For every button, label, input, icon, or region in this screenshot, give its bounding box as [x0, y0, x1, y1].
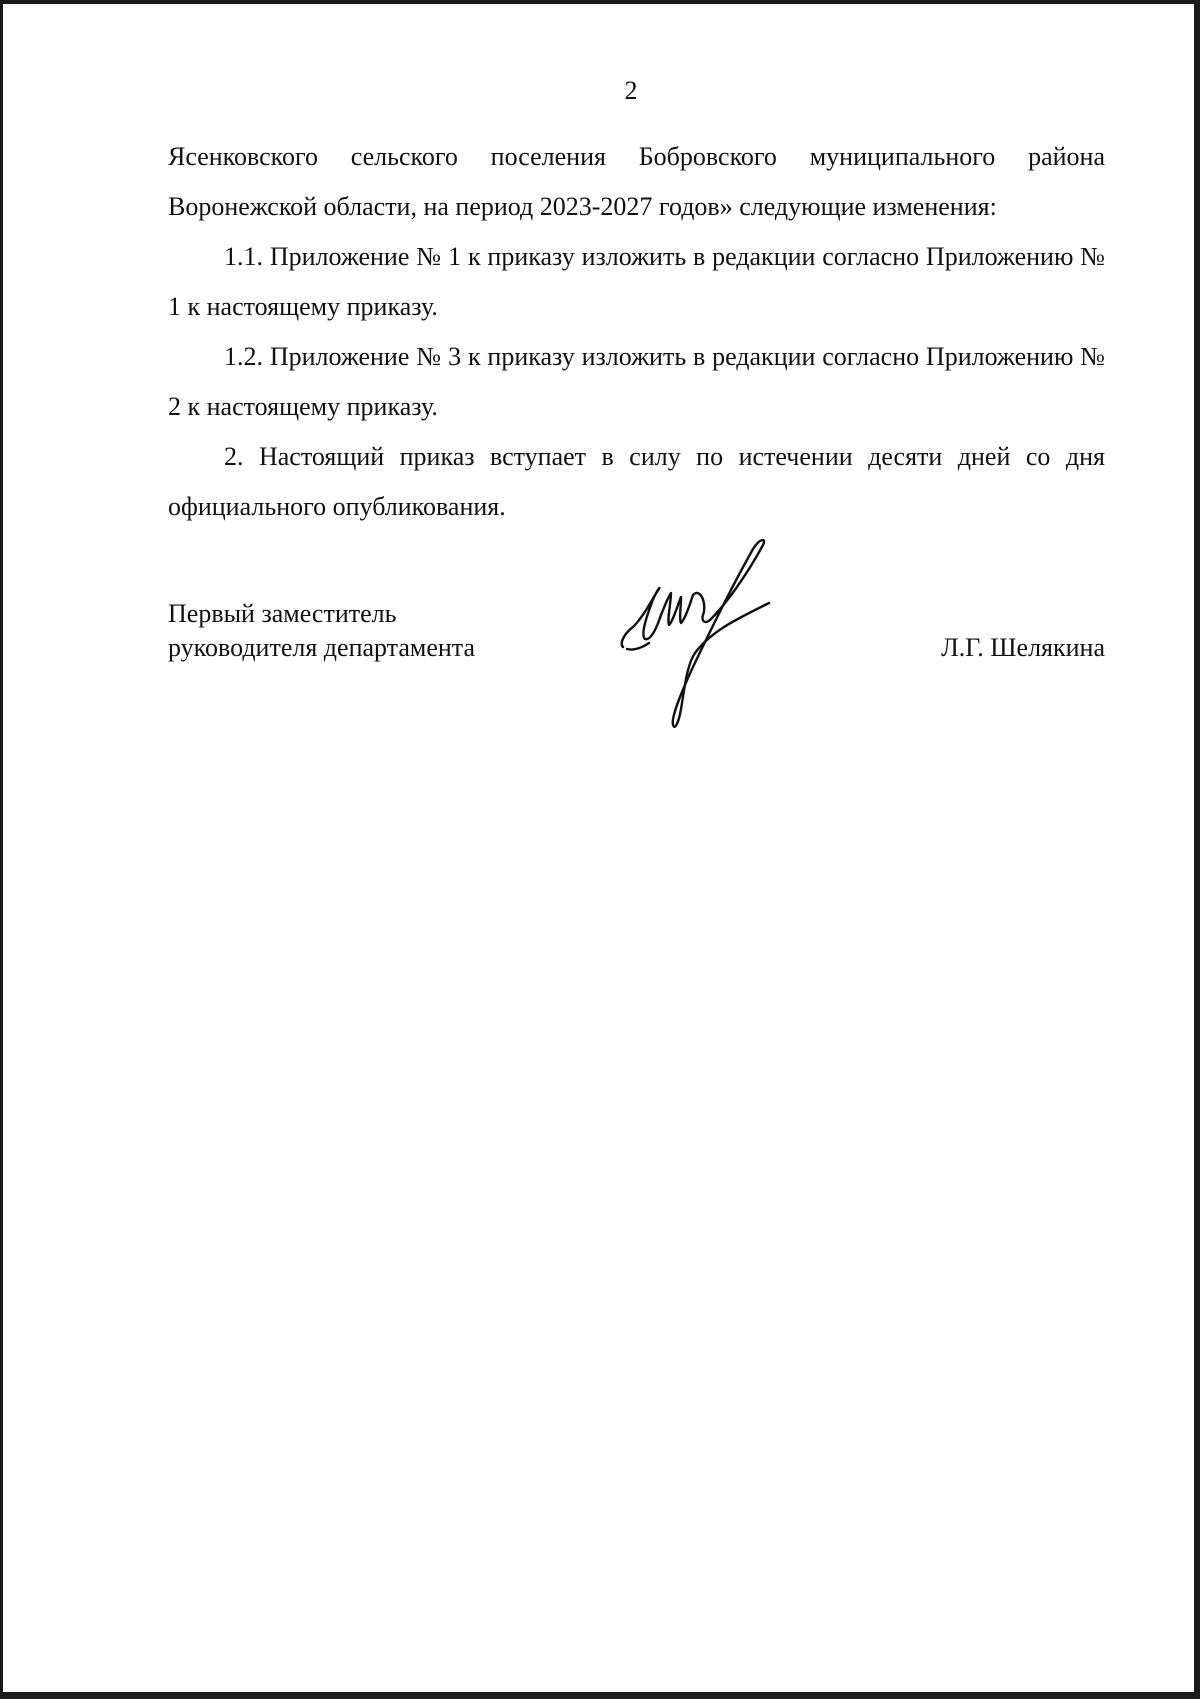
position-line-1: Первый заместитель: [168, 599, 397, 628]
page-number: 2: [624, 76, 638, 105]
item-2: 2. Настоящий приказ вступает в силу по истечении десяти дней со дня официального опубликования.: [168, 442, 1105, 521]
signatory-position: [168, 597, 475, 665]
position-line-2: руководителя департамента: [168, 633, 476, 662]
handwritten-signature-icon: [615, 535, 785, 730]
signatory-name: Л.Г. Шелякина: [941, 633, 1105, 662]
continuation-line-2: Воронежской области, на период 2023-2027 годов» следующие изменения:: [168, 192, 997, 221]
continuation-line-1: Ясенковского сельского поселения Бобровского муниципального района: [168, 142, 1105, 171]
document-body: [168, 132, 1105, 532]
item-1-2: 1.2. Приложение № 3 к приказу изложить в редакции согласно Приложению № 2 к настоящему приказу.: [168, 342, 1105, 421]
item-1-1: 1.1. Приложение № 1 к приказу изложить в редакции согласно Приложению № 1 к настоящему приказу.: [168, 242, 1105, 321]
